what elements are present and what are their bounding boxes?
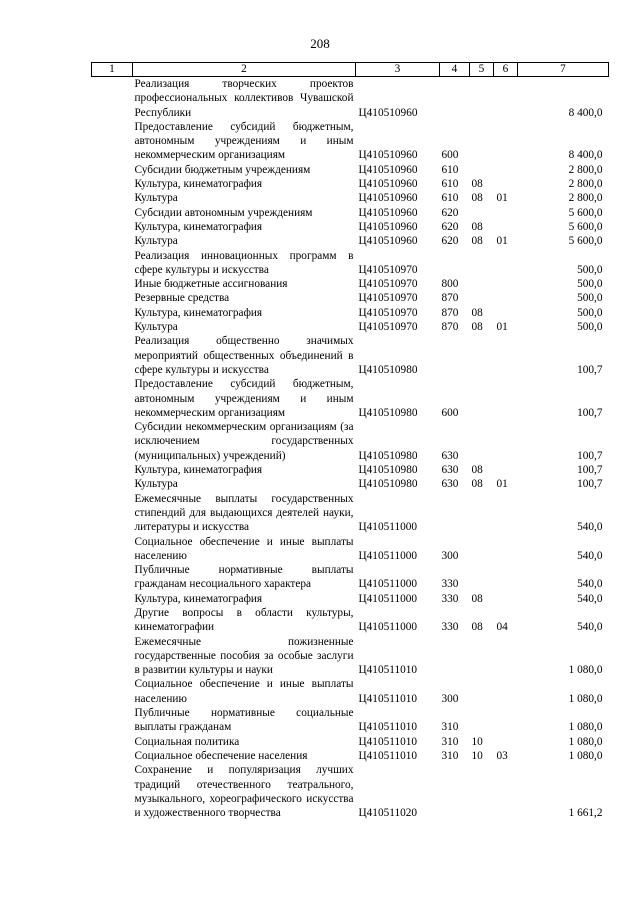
row-expense-type: 330 [441, 578, 459, 591]
row-name: Ежемесячные выплаты государственных стипендий для выдающихся деятелей науки, литературы и искусства [134, 492, 354, 534]
row-section [470, 535, 494, 564]
row-subsection: 03 [496, 749, 508, 762]
table-row [92, 763, 609, 820]
row-subsection: 01 [496, 478, 508, 491]
row-name: Культура [134, 235, 178, 248]
row-section [470, 492, 494, 535]
row-cell-empty [92, 477, 133, 491]
table-row [92, 291, 609, 305]
row-target-code: Ц410510980 [358, 406, 418, 419]
row-section: 08 [471, 464, 483, 477]
row-name: Субсидии некоммерческим организациям (за исключением государственных (муниципальных) учреждений) [134, 421, 354, 462]
table-row [92, 234, 609, 248]
row-cell-empty [92, 492, 133, 535]
row-cell-empty [92, 320, 133, 334]
row-name: Резервные средства [134, 292, 230, 305]
row-expense-type: 600 [441, 406, 459, 419]
row-expense-type [440, 635, 470, 678]
table-row [92, 592, 609, 606]
table-row [92, 320, 609, 334]
row-amount: 8 400,0 [568, 106, 603, 119]
row-cell-empty [92, 535, 133, 564]
row-expense-type: 310 [441, 735, 459, 748]
table-row [92, 420, 609, 463]
row-name: Реализация общественно значимых мероприятий общественных объединений в сфере культуры и искусства [134, 335, 354, 376]
row-name: Публичные нормативные выплаты гражданам несоциального характера [134, 564, 354, 591]
row-name: Культура, кинематография [134, 592, 263, 605]
row-expense-type [440, 249, 470, 278]
row-subsection [494, 249, 518, 278]
row-target-code: Ц410510960 [358, 220, 418, 233]
row-amount: 540,0 [577, 592, 603, 605]
row-target-code: Ц410510960 [358, 206, 418, 219]
row-section [470, 763, 494, 820]
table-row [92, 120, 609, 163]
row-amount: 100,7 [577, 449, 603, 462]
row-expense-type: 330 [441, 592, 459, 605]
table-row [92, 735, 609, 749]
row-amount: 100,7 [577, 478, 603, 491]
row-amount: 1 080,0 [568, 735, 603, 748]
table-row [92, 306, 609, 320]
table-row [92, 477, 609, 491]
row-amount: 500,0 [577, 292, 603, 305]
row-name: Социальное обеспечение населения [134, 749, 308, 762]
row-expense-type: 610 [441, 163, 459, 176]
row-section: 08 [471, 220, 483, 233]
row-cell-empty [92, 677, 133, 706]
row-subsection [494, 592, 518, 606]
row-target-code: Ц410510980 [358, 449, 418, 462]
row-subsection: 01 [496, 192, 508, 205]
row-amount: 540,0 [577, 521, 603, 534]
row-cell-empty [92, 735, 133, 749]
row-amount: 1 661,2 [568, 807, 603, 820]
row-section: 08 [471, 321, 483, 334]
row-section [470, 334, 494, 377]
row-target-code: Ц410511020 [358, 807, 418, 820]
table-row [92, 492, 609, 535]
row-target-code: Ц410511010 [358, 692, 418, 705]
row-subsection [494, 177, 518, 191]
row-subsection [494, 277, 518, 291]
row-subsection [494, 220, 518, 234]
row-cell-empty [92, 234, 133, 248]
table-row [92, 677, 609, 706]
row-amount: 5 600,0 [568, 206, 603, 219]
row-name: Ежемесячные пожизненные государственные пособия за особые заслуги в развитии культуры и науки [134, 635, 354, 677]
row-amount: 2 800,0 [568, 192, 603, 205]
row-cell-empty [92, 606, 133, 635]
row-expense-type: 620 [441, 220, 459, 233]
row-subsection [494, 492, 518, 535]
row-target-code: Ц410510970 [358, 306, 418, 319]
row-name: Социальное обеспечение и иные выплаты населению [134, 535, 354, 562]
row-target-code: Ц410510960 [358, 106, 418, 119]
row-subsection [494, 77, 518, 120]
row-amount: 5 600,0 [568, 235, 603, 248]
row-target-code: Ц410510970 [358, 321, 418, 334]
row-name: Культура [134, 478, 178, 491]
row-amount: 1 080,0 [568, 692, 603, 705]
row-cell-empty [92, 563, 133, 592]
row-section: 10 [471, 735, 483, 748]
row-cell-empty [92, 220, 133, 234]
row-amount: 2 800,0 [568, 178, 603, 191]
row-subsection: 01 [496, 321, 508, 334]
row-expense-type: 630 [441, 449, 459, 462]
row-cell-empty [92, 291, 133, 305]
row-section: 08 [471, 178, 483, 191]
row-name: Культура, кинематография [134, 464, 263, 477]
table-row [92, 563, 609, 592]
row-cell-empty [92, 763, 133, 820]
row-expense-type: 610 [441, 192, 459, 205]
row-subsection [494, 420, 518, 463]
column-header-6: 6 [494, 63, 518, 77]
row-name: Другие вопросы в области культуры, кинематографии [134, 606, 354, 634]
row-target-code: Ц410510960 [358, 149, 418, 162]
row-name: Социальное обеспечение и иные выплаты населению [134, 678, 354, 705]
row-expense-type: 300 [441, 692, 459, 705]
row-name: Реализация творческих проектов профессиональных коллективов Чувашской Республики [134, 78, 354, 119]
row-section [470, 420, 494, 463]
row-amount: 100,7 [577, 464, 603, 477]
row-subsection [494, 291, 518, 305]
table-row [92, 277, 609, 291]
row-amount: 500,0 [577, 306, 603, 319]
table-row [92, 535, 609, 564]
row-expense-type: 300 [441, 549, 459, 562]
column-header-5: 5 [470, 63, 494, 77]
row-expense-type [440, 492, 470, 535]
row-section [470, 77, 494, 120]
table-row [92, 177, 609, 191]
row-amount: 540,0 [577, 621, 603, 634]
row-name: Субсидии бюджетным учреждениям [134, 163, 311, 176]
table-row [92, 377, 609, 420]
row-amount: 2 800,0 [568, 163, 603, 176]
table-row [92, 749, 609, 763]
row-subsection [494, 706, 518, 735]
table-row [92, 77, 609, 120]
row-section [470, 277, 494, 291]
column-header-7: 7 [518, 63, 609, 77]
row-cell-empty [92, 77, 133, 120]
row-amount: 100,7 [577, 406, 603, 419]
row-amount: 100,7 [577, 363, 603, 376]
row-subsection: 01 [496, 235, 508, 248]
row-amount: 540,0 [577, 578, 603, 591]
row-cell-empty [92, 249, 133, 278]
row-amount: 540,0 [577, 549, 603, 562]
row-amount: 500,0 [577, 278, 603, 291]
column-header-2: 2 [133, 63, 356, 77]
row-cell-empty [92, 206, 133, 220]
row-subsection [494, 334, 518, 377]
row-section: 08 [471, 621, 483, 634]
row-target-code: Ц410510970 [358, 292, 418, 305]
row-subsection [494, 535, 518, 564]
row-subsection [494, 677, 518, 706]
row-target-code: Ц410510960 [358, 163, 418, 176]
row-subsection [494, 306, 518, 320]
row-cell-empty [92, 592, 133, 606]
table-header-row [92, 63, 609, 77]
table-body [92, 77, 609, 821]
row-section [470, 206, 494, 220]
row-expense-type: 870 [441, 292, 459, 305]
row-target-code: Ц410510960 [358, 235, 418, 248]
row-name: Публичные нормативные социальные выплаты гражданам [134, 707, 354, 734]
row-name: Предоставление субсидий бюджетным, автономным учреждениям и иным некоммерческим организациям [134, 378, 354, 419]
row-expense-type: 630 [441, 478, 459, 491]
row-target-code: Ц410511010 [358, 664, 418, 677]
table-row [92, 706, 609, 735]
row-section [470, 677, 494, 706]
row-expense-type: 870 [441, 321, 459, 334]
row-expense-type: 800 [441, 278, 459, 291]
row-target-code: Ц410510960 [358, 192, 418, 205]
table-row [92, 635, 609, 678]
row-amount: 500,0 [577, 321, 603, 334]
row-target-code: Ц410510960 [358, 178, 418, 191]
row-amount: 1 080,0 [568, 664, 603, 677]
row-subsection [494, 163, 518, 177]
row-name: Культура, кинематография [134, 306, 263, 319]
row-cell-empty [92, 420, 133, 463]
row-cell-empty [92, 635, 133, 678]
row-target-code: Ц410510970 [358, 263, 418, 276]
row-section: 08 [471, 306, 483, 319]
row-cell-empty [92, 163, 133, 177]
row-expense-type: 600 [441, 149, 459, 162]
row-amount: 5 600,0 [568, 220, 603, 233]
row-cell-empty [92, 306, 133, 320]
row-section [470, 635, 494, 678]
budget-table [91, 62, 609, 820]
row-section: 08 [471, 592, 483, 605]
row-expense-type: 630 [441, 464, 459, 477]
row-name: Предоставление субсидий бюджетным, автономным учреждениям и иным некоммерческим организациям [134, 120, 354, 162]
row-expense-type: 610 [441, 178, 459, 191]
row-subsection [494, 120, 518, 163]
row-name: Социальная политика [134, 735, 240, 748]
row-expense-type: 310 [441, 721, 459, 734]
row-section: 08 [471, 235, 483, 248]
table-row [92, 206, 609, 220]
row-expense-type: 620 [441, 235, 459, 248]
table-row [92, 220, 609, 234]
column-header-4: 4 [440, 63, 470, 77]
row-section [470, 291, 494, 305]
row-subsection [494, 377, 518, 420]
row-subsection [494, 563, 518, 592]
row-subsection [494, 635, 518, 678]
row-cell-empty [92, 463, 133, 477]
row-name: Сохранение и популяризация лучших традиций отечественного театрального, музыкального, хореографического искусства и художественного творчества [134, 764, 354, 820]
row-expense-type: 310 [441, 749, 459, 762]
page-number: 208 [310, 36, 330, 51]
row-section: 10 [471, 749, 483, 762]
row-section [470, 706, 494, 735]
row-amount: 8 400,0 [568, 149, 603, 162]
row-expense-type: 330 [441, 621, 459, 634]
row-target-code: Ц410511000 [358, 592, 418, 605]
table-row [92, 249, 609, 278]
row-target-code: Ц410511000 [358, 521, 418, 534]
row-cell-empty [92, 191, 133, 205]
row-name: Реализация инновационных программ в сфере культуры и искусства [134, 249, 354, 276]
row-target-code: Ц410511000 [358, 621, 418, 634]
row-name: Иные бюджетные ассигнования [134, 278, 288, 291]
row-name: Культура, кинематография [134, 178, 263, 191]
table-row [92, 606, 609, 635]
table-row [92, 191, 609, 205]
row-subsection [494, 763, 518, 820]
row-expense-type [440, 763, 470, 820]
row-subsection [494, 735, 518, 749]
row-cell-empty [92, 377, 133, 420]
row-expense-type: 870 [441, 306, 459, 319]
row-target-code: Ц410510980 [358, 464, 418, 477]
row-section: 08 [471, 478, 483, 491]
column-header-3: 3 [356, 63, 440, 77]
row-section [470, 249, 494, 278]
row-cell-empty [92, 334, 133, 377]
row-target-code: Ц410510980 [358, 363, 418, 376]
row-cell-empty [92, 706, 133, 735]
row-target-code: Ц410511010 [358, 721, 418, 734]
row-cell-empty [92, 277, 133, 291]
row-section [470, 120, 494, 163]
row-subsection: 04 [496, 621, 508, 634]
row-target-code: Ц410511010 [358, 749, 418, 762]
row-amount: 1 080,0 [568, 721, 603, 734]
row-cell-empty [92, 177, 133, 191]
row-subsection [494, 463, 518, 477]
row-target-code: Ц410510980 [358, 478, 418, 491]
row-target-code: Ц410511000 [358, 549, 418, 562]
row-target-code: Ц410511000 [358, 578, 418, 591]
row-subsection [494, 206, 518, 220]
table-row [92, 163, 609, 177]
column-header-1: 1 [92, 63, 133, 77]
row-section [470, 563, 494, 592]
row-section: 08 [471, 192, 483, 205]
row-name: Культура [134, 321, 178, 334]
row-section [470, 163, 494, 177]
table-row [92, 334, 609, 377]
table-row [92, 463, 609, 477]
row-cell-empty [92, 749, 133, 763]
row-expense-type: 620 [441, 206, 459, 219]
row-name: Культура, кинематография [134, 220, 263, 233]
row-expense-type [440, 77, 470, 120]
row-cell-empty [92, 120, 133, 163]
row-amount: 500,0 [577, 263, 603, 276]
row-expense-type [440, 334, 470, 377]
row-amount: 1 080,0 [568, 749, 603, 762]
row-target-code: Ц410510970 [358, 278, 418, 291]
row-target-code: Ц410511010 [358, 735, 418, 748]
row-section [470, 377, 494, 420]
row-name: Культура [134, 192, 178, 205]
row-name: Субсидии автономным учреждениям [134, 206, 313, 219]
